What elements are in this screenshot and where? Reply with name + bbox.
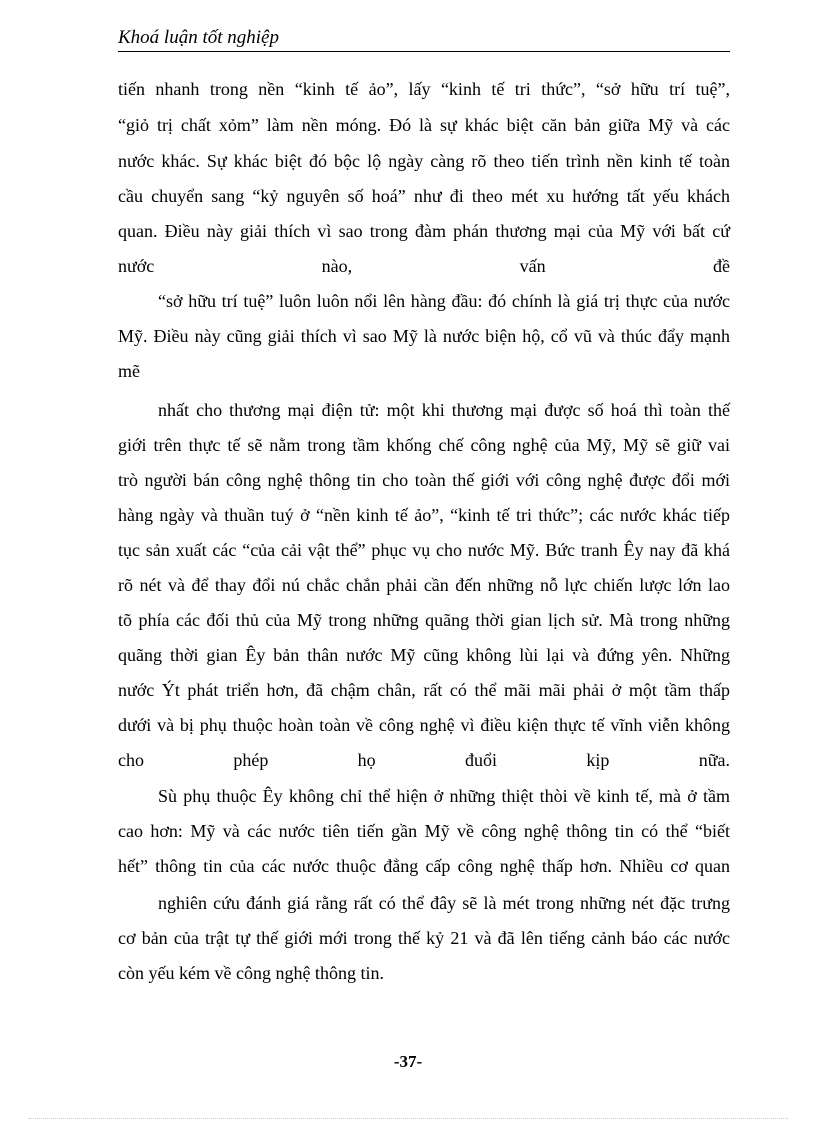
text-line: dưới và bị phụ thuộc hoàn toàn về công nghệ vì điều kiện thực tế vĩnh viễn không [118, 715, 730, 735]
text-line: nước Ýt phát triển hơn, đã chậm chân, rất có thể mãi mãi phải ở một tầm thấp [118, 680, 730, 700]
text-line: cầu chuyển sang “kỷ nguyên số hoá” như đi theo mét xu hướng tất yếu khách [118, 186, 730, 206]
text-line: hàng ngày và thuần tuý ở “nền kinh tế ảo”, “kinh tế tri thức”; các nước khác tiếp [118, 505, 730, 525]
text-line: tục sản xuất các “của cải vật thể” phục vụ cho nước Mỹ. Bức tranh Êy nay đã khá [118, 540, 730, 560]
text-line: “sở hữu trí tuệ” luôn luôn nổi lên hàng đầu: đó chính là giá trị thực của nước [158, 291, 730, 311]
text-line: cơ bản của trật tự thế giới mới trong thế kỷ 21 và đã lên tiếng cảnh báo các nước [118, 928, 730, 948]
text-line: nước nào, vấn đề [118, 256, 730, 276]
text-line: Sù phụ thuộc Êy không chỉ thể hiện ở những thiệt thòi về kinh tế, mà ở tầm [158, 786, 730, 806]
header-rule [118, 51, 730, 52]
text-line: cho phép họ đuổi kịp nữa. [118, 750, 730, 770]
page-bottom-border [28, 1118, 788, 1119]
page-header-title: Khoá luận tốt nghiệp [118, 27, 279, 48]
page-number: -37- [393, 1052, 423, 1071]
text-line: mẽ [118, 361, 140, 381]
text-line: tõ phía các đối thủ của Mỹ trong những quãng thời gian lịch sử. Mà trong những [118, 610, 730, 630]
text-line: còn yếu kém về công nghệ thông tin. [118, 963, 384, 983]
text-line: hết” thông tin của các nước thuộc đẳng cấp công nghệ thấp hơn. Nhiều cơ quan [118, 856, 730, 876]
text-line: trò người bán công nghệ thông tin cho toàn thế giới với công nghệ được đổi mới [118, 470, 730, 490]
text-line: nhất cho thương mại điện tử: một khi thương mại được số hoá thì toàn thế [158, 400, 730, 420]
text-line: “giỏ trị chất xỏm” làm nền móng. Đó là sự khác biệt căn bản giữa Mỹ và các [118, 115, 730, 135]
text-line: nghiên cứu đánh giá rằng rất có thể đây sẽ là mét trong những nét đặc trưng [158, 893, 730, 913]
text-line: quan. Điều này giải thích vì sao trong đàm phán thương mại của Mỹ với bất cứ [118, 221, 730, 241]
text-line: quãng thời gian Êy bản thân nước Mỹ cũng không lùi lại và đứng yên. Những [118, 645, 730, 665]
text-line: nước khác. Sự khác biệt đó bộc lộ ngày càng rõ theo tiến trình nền kinh tế toàn [118, 151, 730, 171]
text-line: rõ nét và để thay đổi nú chắc chắn phải cần đến những nỗ lực chiến lược lớn lao [118, 575, 730, 595]
text-line: tiến nhanh trong nền “kinh tế ảo”, lấy “kinh tế tri thức”, “sở hữu trí tuệ”, [118, 79, 730, 99]
text-line: giới trên thực tế sẽ nằm trong tầm khống chế công nghệ của Mỹ, Mỹ sẽ giữ vai [118, 435, 730, 455]
text-line: Mỹ. Điều này cũng giải thích vì sao Mỹ là nước biện hộ, cổ vũ và thúc đẩy mạnh [118, 326, 730, 346]
text-line: cao hơn: Mỹ và các nước tiên tiến gần Mỹ về công nghệ thông tin có thể “biết [118, 821, 730, 841]
